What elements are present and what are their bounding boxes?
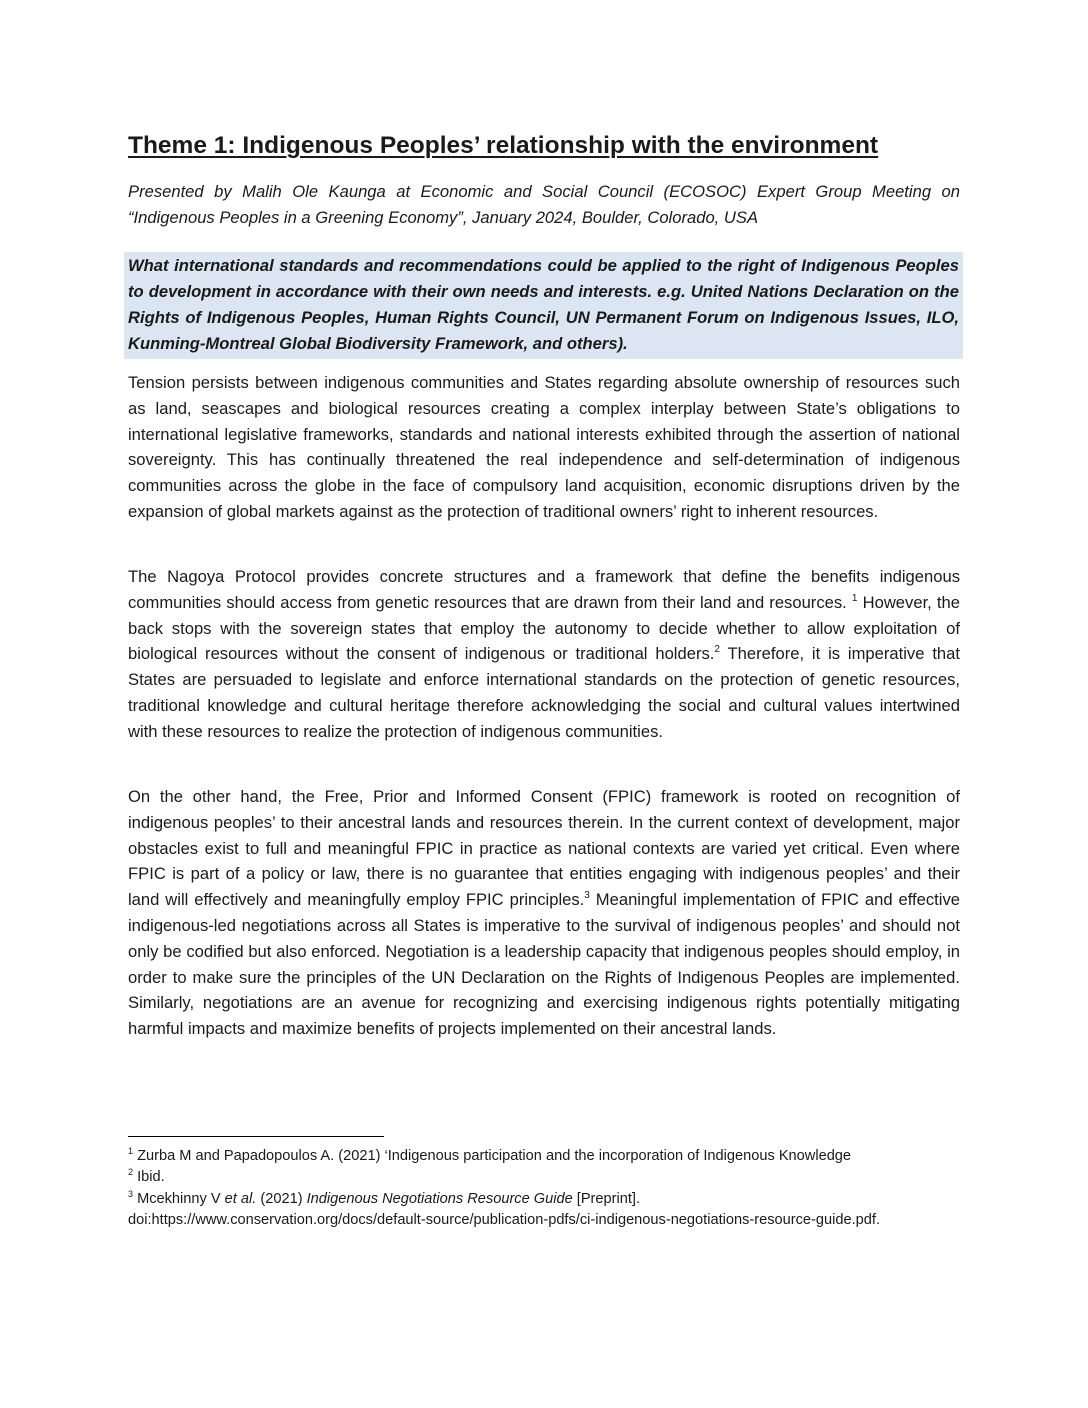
footnote-ref-1[interactable]: 1 [851,592,858,604]
paragraph-2 [128,564,960,745]
footnote-1-text: Zurba M and Papadopoulos A. (2021) ‘Indigenous participation and the incorporation of Indigenous Knowledge [133,1148,852,1164]
footnote-3-preprint: [Preprint]. [572,1190,641,1207]
footnote-2-number: 2 [128,1167,134,1178]
paragraph-2-part-b: However, the back stops with the sovereign states that employ the autonomy to decide whether to allow exploitation of biological resources without the consent of indigenous or traditional holders. [128,592,960,664]
footnote-3 [128,1189,960,1210]
footnote-separator [128,1136,384,1137]
paragraph-3 [128,784,960,1042]
page-title [128,130,962,162]
footnote-ref-3[interactable]: 3 [584,890,590,902]
footnote-3-title: Indigenous Negotiations Resource Guide [306,1190,573,1207]
footnote-2 [128,1167,960,1188]
paragraph-2-part-c: Therefore, it is imperative that States are persuaded to legislate and enforce international standards on the protection of genetic resources, traditional knowledge and cultural heritage therefore acknowledging the social and cultural values intertwined with these resources to realize the protection of indigenous communities. [128,644,960,741]
paragraph-2-part-a: The Nagoya Protocol provides concrete structures and a framework that define the benefits indigenous communities should access from genetic resources that are drawn from their land and resources. [128,567,960,612]
paragraph-3-part-b: Meaningful implementation of FPIC and effective indigenous-led negotiations across all States is imperative to the survival of indigenous peoples’ and should not only be codified but also enforced. Negotiation is a leadership capacity that indigenous peoples should employ, in order to make sure the principles of the UN Declaration on the Rights of Indigenous Peoples are implemented. Similarly, negotiations are an avenue for recognizing and exercising indigenous rights potentially mitigating harmful impacts and maximize benefits of projects implemented on their ancestral lands. [128,890,960,1039]
highlighted-question: What international standards and recommendations could be applied to the right of Indigenous Peoples to development in accordance with their own needs and interests. e.g. United Nations Declaration on the Rights of Indigenous Peoples, Human Rights Council, UN Permanent Forum on Indigenous Issues, ILO, Kunming-Montreal Global Biodiversity Framework, and others). [124,252,963,359]
footnote-ref-2[interactable]: 2 [714,644,720,656]
footnote-3-author: Mcekhinny V [133,1190,225,1207]
paragraph-3-part-a: On the other hand, the Free, Prior and Informed Consent (FPIC) framework is rooted on recognition of indigenous peoples’ to their ancestral lands and resources therein. In the current context of development, major obstacles exist to full and meaningful FPIC in practice as national contexts are varied yet critical. Even where FPIC is part of a policy or law, there is no guarantee that entities engaging with indigenous peoples’ and their land will effectively and meaningfully employ FPIC principles. [128,787,960,910]
footnote-3-year: (2021) [256,1190,307,1207]
footnote-3-etal: et al. [224,1190,257,1207]
footnote-3-number: 3 [128,1188,134,1199]
footnote-3-doi-link[interactable]: doi:https://www.conservation.org/docs/default-source/publication-pdfs/ci-indigenous-negotiations-resource-guide.pdf. [128,1212,880,1229]
footnote-1-number: 1 [128,1146,134,1156]
footnotes [128,1146,960,1232]
page-title-text: Theme 1: Indigenous Peoples’ relationship with the environment [128,132,879,159]
paragraph-1: Tension persists between indigenous communities and States regarding absolute ownership of resources such as land, seascapes and biological resources creating a complex interplay between State’s obligations to international legislative frameworks, standards and national interests exhibited through the assertion of national sovereignty. This has continually threatened the real independence and self-determination of indigenous communities across the globe in the face of compulsory land acquisition, economic disruptions driven by the expansion of global markets against as the protection of traditional owners’ right to inherent resources. [128,373,960,521]
footnote-2-text: Ibid. [133,1169,165,1186]
presenter-note: Presented by Malih Ole Kaunga at Economic and Social Council (ECOSOC) Expert Group Meeting on “Indigenous Peoples in a Greening Economy”, January 2024, Boulder, Colorado, USA [128,182,960,227]
footnote-1 [128,1146,960,1167]
